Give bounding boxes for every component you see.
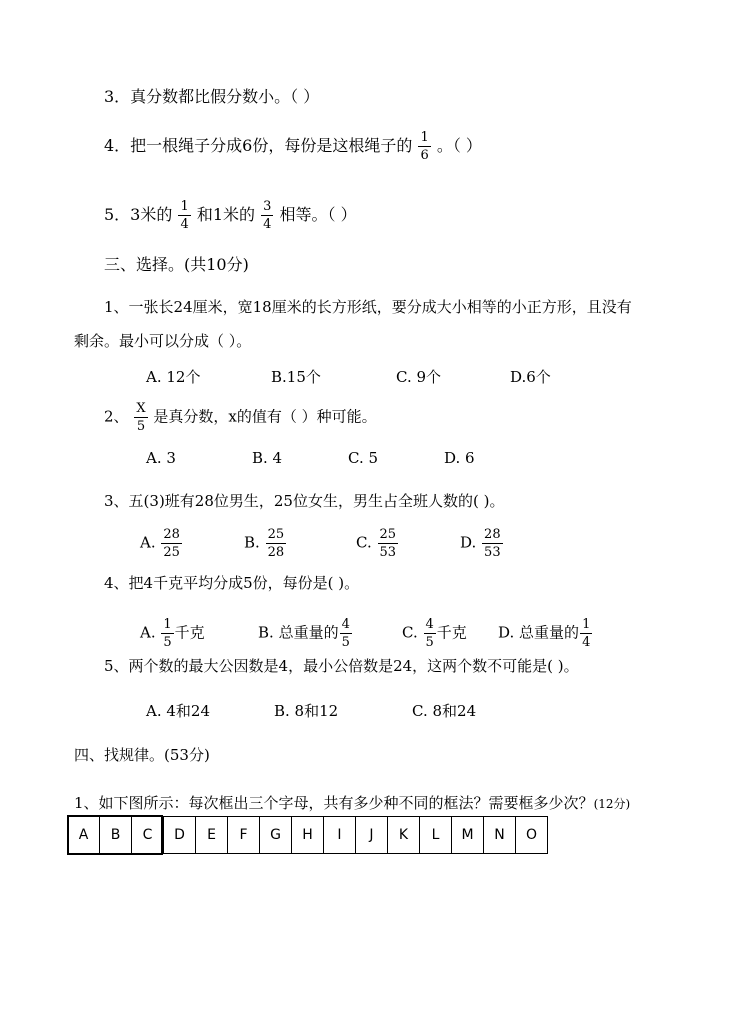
numerator: 28 [163, 527, 180, 542]
denominator: 5 [425, 635, 434, 650]
judge-q5-text: 5．3米的 [104, 205, 173, 224]
fraction [161, 618, 173, 649]
choice-q2-number: 2、 [104, 407, 129, 426]
denominator: 5 [136, 419, 146, 434]
letter-cell: M [452, 817, 484, 854]
fraction [424, 618, 436, 649]
choice-q2-text: 是真分数，x的值有（ ）种可能。 [153, 407, 377, 426]
denominator: 53 [484, 545, 501, 560]
choice-q1-option-a[interactable]: A. 12个 [146, 368, 201, 386]
choice-q3-option-a[interactable] [140, 528, 183, 559]
numerator: 1 [420, 130, 429, 145]
numerator: 1 [582, 617, 591, 632]
denominator: 5 [163, 635, 172, 650]
option-label: C. [402, 623, 418, 642]
choice-q1-option-c[interactable]: C. 9个 [396, 368, 442, 386]
choice-q2-option-d[interactable]: D. 6 [444, 449, 475, 467]
fraction [266, 528, 287, 559]
choice-q2-option-b[interactable]: B. 4 [252, 449, 283, 467]
letter-cell: I [324, 817, 356, 854]
choice-q3: 3、五(3)班有28位男生，25位女生，男生占全班人数的( )。 [104, 492, 505, 510]
letter-cell: E [196, 817, 228, 854]
letter-cell: N [484, 817, 516, 854]
numerator: 25 [379, 527, 397, 542]
letter-cell: J [356, 817, 388, 854]
choice-q5-option-b[interactable]: B. 8和12 [274, 702, 339, 720]
letter-cell: F [228, 817, 260, 854]
choice-q2-option-c[interactable]: C. 5 [348, 449, 379, 467]
choice-q4-option-c[interactable] [402, 618, 467, 649]
choice-q5: 5、两个数的最大公因数是4，最小公倍数是24，这两个数不可能是( )。 [104, 657, 579, 675]
three-letter-frame [67, 815, 163, 855]
judge-q4-text: 4．把一根绳子分成6份，每份是这根绳子的 [104, 136, 413, 155]
judge-q3: 3．真分数都比假分数小。（ ） [104, 87, 320, 106]
fraction [378, 528, 399, 559]
choice-q1-option-d[interactable]: D.6个 [510, 368, 551, 386]
choice-q5-option-c[interactable]: C. 8和24 [412, 702, 477, 720]
fraction [261, 200, 273, 231]
letter-cell: A [68, 817, 100, 854]
choice-q1-line1: 1、一张长24厘米，宽18厘米的长方形纸，要分成大小相等的小正方形，且没有 [104, 298, 632, 316]
letter-cell: G [260, 817, 292, 854]
letter-cell: O [516, 817, 548, 854]
option-unit: 千克 [436, 623, 467, 642]
numerator: 1 [180, 199, 189, 214]
section-4-title: 四、找规律。(53分) [74, 746, 210, 764]
choice-q4: 4、把4千克平均分成5份，每份是( )。 [104, 574, 360, 592]
fraction [161, 528, 182, 559]
choice-q2 [104, 402, 377, 433]
judge-q4 [104, 131, 482, 162]
choice-q4-option-a[interactable] [140, 618, 205, 649]
section-3-title: 三、选择。(共10分) [104, 255, 249, 274]
denominator: 53 [379, 545, 397, 560]
fraction [340, 618, 352, 649]
pattern-q1 [74, 792, 630, 815]
letter-cell: L [420, 817, 452, 854]
letter-cell: C [132, 817, 164, 854]
option-label: A. [140, 623, 156, 642]
choice-q3-option-d[interactable] [460, 528, 504, 559]
option-label: D. [460, 533, 477, 552]
choice-q1-line2: 剩余。最小可以分成（ ）。 [74, 332, 252, 350]
choice-q4-option-b[interactable] [258, 618, 353, 649]
choice-q3-option-b[interactable] [244, 528, 287, 559]
choice-q5-option-a[interactable]: A. 4和24 [146, 702, 210, 720]
judge-q4-blank: 。（ ） [436, 136, 482, 155]
fraction [418, 131, 430, 162]
choice-q3-option-c[interactable] [356, 528, 399, 559]
judge-q5 [104, 200, 357, 231]
numerator: 28 [484, 527, 501, 542]
option-prefix: 总重量的 [278, 623, 339, 642]
fraction [580, 618, 592, 649]
judge-q5-blank: 相等。（ ） [279, 205, 357, 224]
option-prefix: 总重量的 [519, 623, 580, 642]
denominator: 4 [180, 217, 189, 232]
choice-q4-option-d[interactable] [498, 618, 593, 649]
pattern-q1-points: (12分) [593, 797, 631, 811]
numerator: 1 [163, 617, 172, 632]
denominator: 4 [263, 217, 272, 232]
letter-cell: B [100, 817, 132, 854]
numerator: 4 [341, 617, 350, 632]
numerator: 4 [425, 617, 434, 632]
fraction [178, 200, 190, 231]
letter-cell: K [388, 817, 420, 854]
option-label: B. [244, 533, 260, 552]
choice-q1-option-b[interactable]: B.15个 [271, 368, 321, 386]
option-label: A. [140, 533, 156, 552]
judge-q5-text-mid: 和1米的 [196, 205, 256, 224]
letter-cell: D [164, 817, 196, 854]
numerator: 3 [263, 199, 272, 214]
pattern-q1-text: 1、如下图所示：每次框出三个字母，共有多少种不同的框法？需要框多少次？ [74, 794, 594, 812]
fraction [134, 402, 147, 433]
choice-q2-option-a[interactable]: A. 3 [146, 449, 176, 467]
numerator: 25 [267, 527, 285, 542]
option-unit: 千克 [174, 623, 205, 642]
option-label: C. [356, 533, 372, 552]
option-label: D. [498, 623, 515, 642]
numerator: X [136, 401, 146, 416]
letter-cell: H [292, 817, 324, 854]
option-label: B. [258, 623, 274, 642]
denominator: 28 [267, 545, 285, 560]
denominator: 5 [341, 635, 350, 650]
denominator: 6 [420, 148, 429, 163]
denominator: 4 [582, 635, 591, 650]
fraction [482, 528, 503, 559]
denominator: 25 [163, 545, 180, 560]
